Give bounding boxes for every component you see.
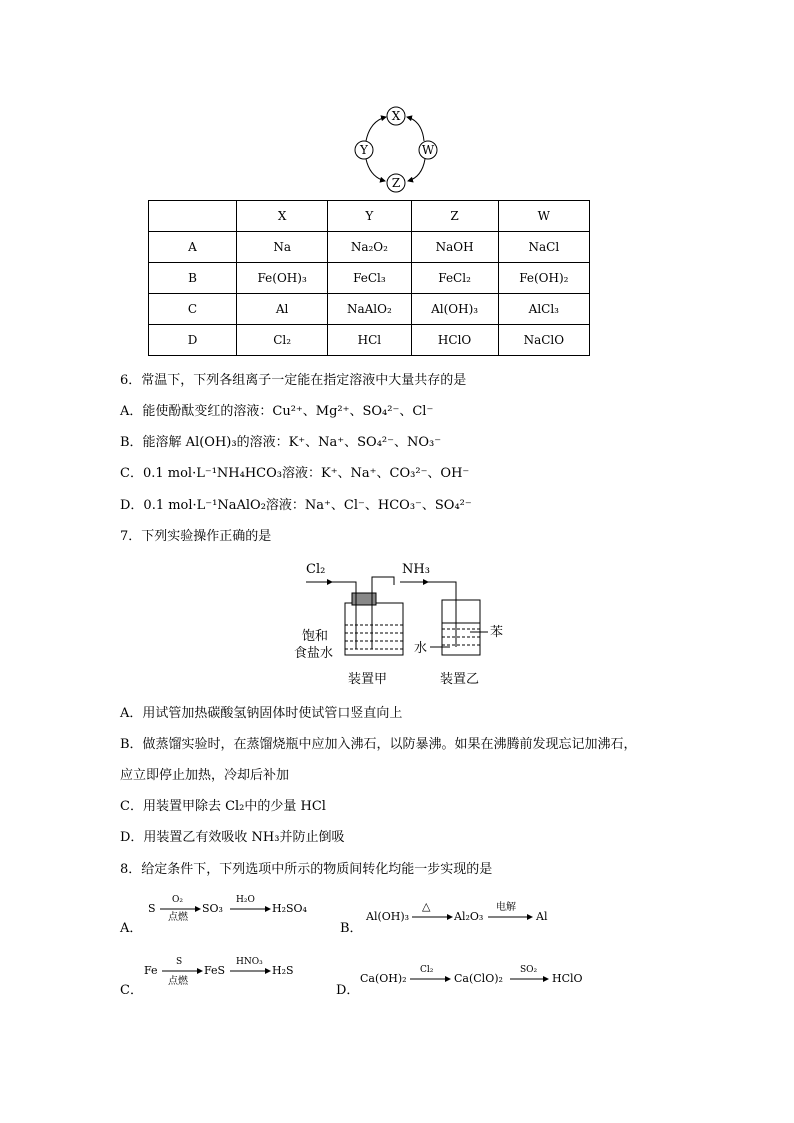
table-header-cell: W	[498, 201, 589, 232]
table-header-cell: Y	[328, 201, 411, 232]
label-water: 水	[414, 641, 428, 656]
q7-apparatus-figure	[290, 555, 520, 695]
svg-text:电解: 电解	[496, 902, 516, 913]
table-row	[149, 232, 590, 263]
table-cell: AlCl₃	[498, 294, 589, 325]
svg-text:W: W	[421, 143, 435, 157]
svg-text:Al₂O₃: Al₂O₃	[454, 910, 484, 923]
table-cell: Fe(OH)₃	[237, 263, 328, 294]
gas-label-nh3: NH₃	[402, 562, 430, 577]
svg-text:Cl₂: Cl₂	[420, 965, 434, 975]
q6-option-a: A．能使酚酞变红的溶液：Cu²⁺、Mg²⁺、SO₄²⁻、Cl⁻	[120, 404, 434, 419]
label-saturated-1: 饱和	[302, 629, 329, 644]
cycle-node-y	[355, 141, 373, 159]
svg-text:S: S	[176, 957, 183, 967]
table-cell: NaCl	[498, 232, 589, 263]
table-row-label: C	[149, 294, 237, 325]
table-row	[149, 263, 590, 294]
q6-option-b: B．能溶解 Al(OH)₃的溶液：K⁺、Na⁺、SO₄²⁻、NO₃⁻	[120, 435, 442, 450]
q8-option-c-letter: C．	[120, 983, 143, 998]
svg-text:Al(OH)₃: Al(OH)₃	[366, 910, 410, 923]
q8-option-b-letter: B．	[340, 921, 363, 936]
table-cell: FeCl₃	[328, 263, 411, 294]
q7-option-d: D．用装置乙有效吸收 NH₃并防止倒吸	[120, 830, 345, 845]
table-cell: NaAlO₂	[328, 294, 411, 325]
svg-text:X: X	[391, 109, 401, 123]
q6-option-d: D．0.1 mol·L⁻¹NaAlO₂溶液：Na⁺、Cl⁻、HCO₃⁻、SO₄²⁻	[120, 498, 472, 513]
table-cell: HClO	[411, 325, 498, 356]
svg-text:Ca(OH)₂: Ca(OH)₂	[360, 972, 407, 985]
table-row-label: B	[149, 263, 237, 294]
table-cell: Na₂O₂	[328, 232, 411, 263]
table-header-cell	[149, 201, 237, 232]
table-cell: Na	[237, 232, 328, 263]
svg-text:Fe: Fe	[144, 964, 158, 977]
svg-text:H₂SO₄: H₂SO₄	[272, 902, 307, 915]
svg-text:△: △	[422, 900, 431, 913]
svg-text:SO₂: SO₂	[520, 965, 538, 975]
table-cell: NaOH	[411, 232, 498, 263]
svg-text:H₂O: H₂O	[236, 895, 255, 905]
svg-text:Z: Z	[391, 176, 401, 190]
gas-label-cl2: Cl₂	[306, 562, 326, 577]
svg-text:H₂S: H₂S	[272, 964, 294, 977]
q7-option-b-cont: 应立即停止加热，冷却后补加	[120, 768, 290, 783]
svg-text:Al: Al	[536, 910, 548, 923]
table-row	[149, 294, 590, 325]
q6-stem: 6．常温下，下列各组离子一定能在指定溶液中大量共存的是	[120, 373, 467, 388]
q8-option-d-letter: D．	[336, 983, 360, 998]
substance-table	[148, 200, 590, 356]
svg-text:S: S	[148, 902, 156, 915]
q6-option-c: C．0.1 mol·L⁻¹NH₄HCO₃溶液：K⁺、Na⁺、CO₃²⁻、OH⁻	[120, 466, 470, 481]
cycle-arc-y-z	[366, 159, 385, 181]
cycle-diagram	[350, 103, 446, 193]
q7-option-c: C．用装置甲除去 Cl₂中的少量 HCl	[120, 799, 326, 814]
cycle-arc-w-x	[407, 117, 424, 141]
table-cell: NaClO	[498, 325, 589, 356]
cycle-node-w	[419, 141, 437, 159]
label-benzene: 苯	[490, 625, 504, 640]
table-row	[149, 325, 590, 356]
cycle-arc-y-x	[366, 117, 386, 141]
svg-text:Y: Y	[360, 143, 368, 157]
caption-apparatus-a: 装置甲	[348, 672, 388, 687]
svg-text:Ca(ClO)₂: Ca(ClO)₂	[454, 972, 503, 985]
table-header-cell: Z	[411, 201, 498, 232]
caption-apparatus-b: 装置乙	[440, 672, 480, 687]
q7-option-a: A．用试管加热碳酸氢钠固体时使试管口竖直向上	[120, 706, 403, 721]
svg-text:点燃: 点燃	[168, 976, 188, 987]
apparatus-a	[330, 577, 403, 655]
svg-text:点燃: 点燃	[168, 912, 188, 923]
table-cell: Cl₂	[237, 325, 328, 356]
table-header-row	[149, 201, 590, 232]
table-cell: Al	[237, 294, 328, 325]
table-row-label: A	[149, 232, 237, 263]
table-cell: FeCl₂	[411, 263, 498, 294]
svg-text:SO₃: SO₃	[202, 902, 223, 915]
cycle-arc-w-z	[408, 159, 425, 181]
svg-text:FeS: FeS	[204, 964, 226, 977]
cycle-node-z	[387, 174, 405, 192]
q8-option-c-scheme	[142, 952, 322, 990]
table-cell: HCl	[328, 325, 411, 356]
q7-option-b: B．做蒸馏实验时，在蒸馏烧瓶中应加入沸石，以防暴沸。如果在沸腾前发现忘记加沸石，	[120, 737, 637, 752]
cycle-node-x	[387, 107, 405, 125]
q8-option-a-letter: A．	[120, 921, 143, 936]
table-header-cell: X	[237, 201, 328, 232]
table-cell: Al(OH)₃	[411, 294, 498, 325]
label-saturated-2: 食盐水	[294, 646, 334, 661]
q8-option-a-scheme	[144, 890, 324, 926]
svg-text:HClO: HClO	[552, 972, 583, 985]
apparatus-b	[426, 582, 488, 655]
svg-text:HNO₃: HNO₃	[236, 957, 263, 967]
q8-option-d-scheme	[358, 960, 598, 990]
table-row-label: D	[149, 325, 237, 356]
table-cell: Fe(OH)₂	[498, 263, 589, 294]
q7-stem: 7．下列实验操作正确的是	[120, 529, 272, 544]
svg-text:O₂: O₂	[172, 895, 183, 905]
q8-option-b-scheme	[362, 898, 562, 928]
q8-stem: 8．给定条件下，下列选项中所示的物质间转化均能一步实现的是	[120, 862, 493, 877]
